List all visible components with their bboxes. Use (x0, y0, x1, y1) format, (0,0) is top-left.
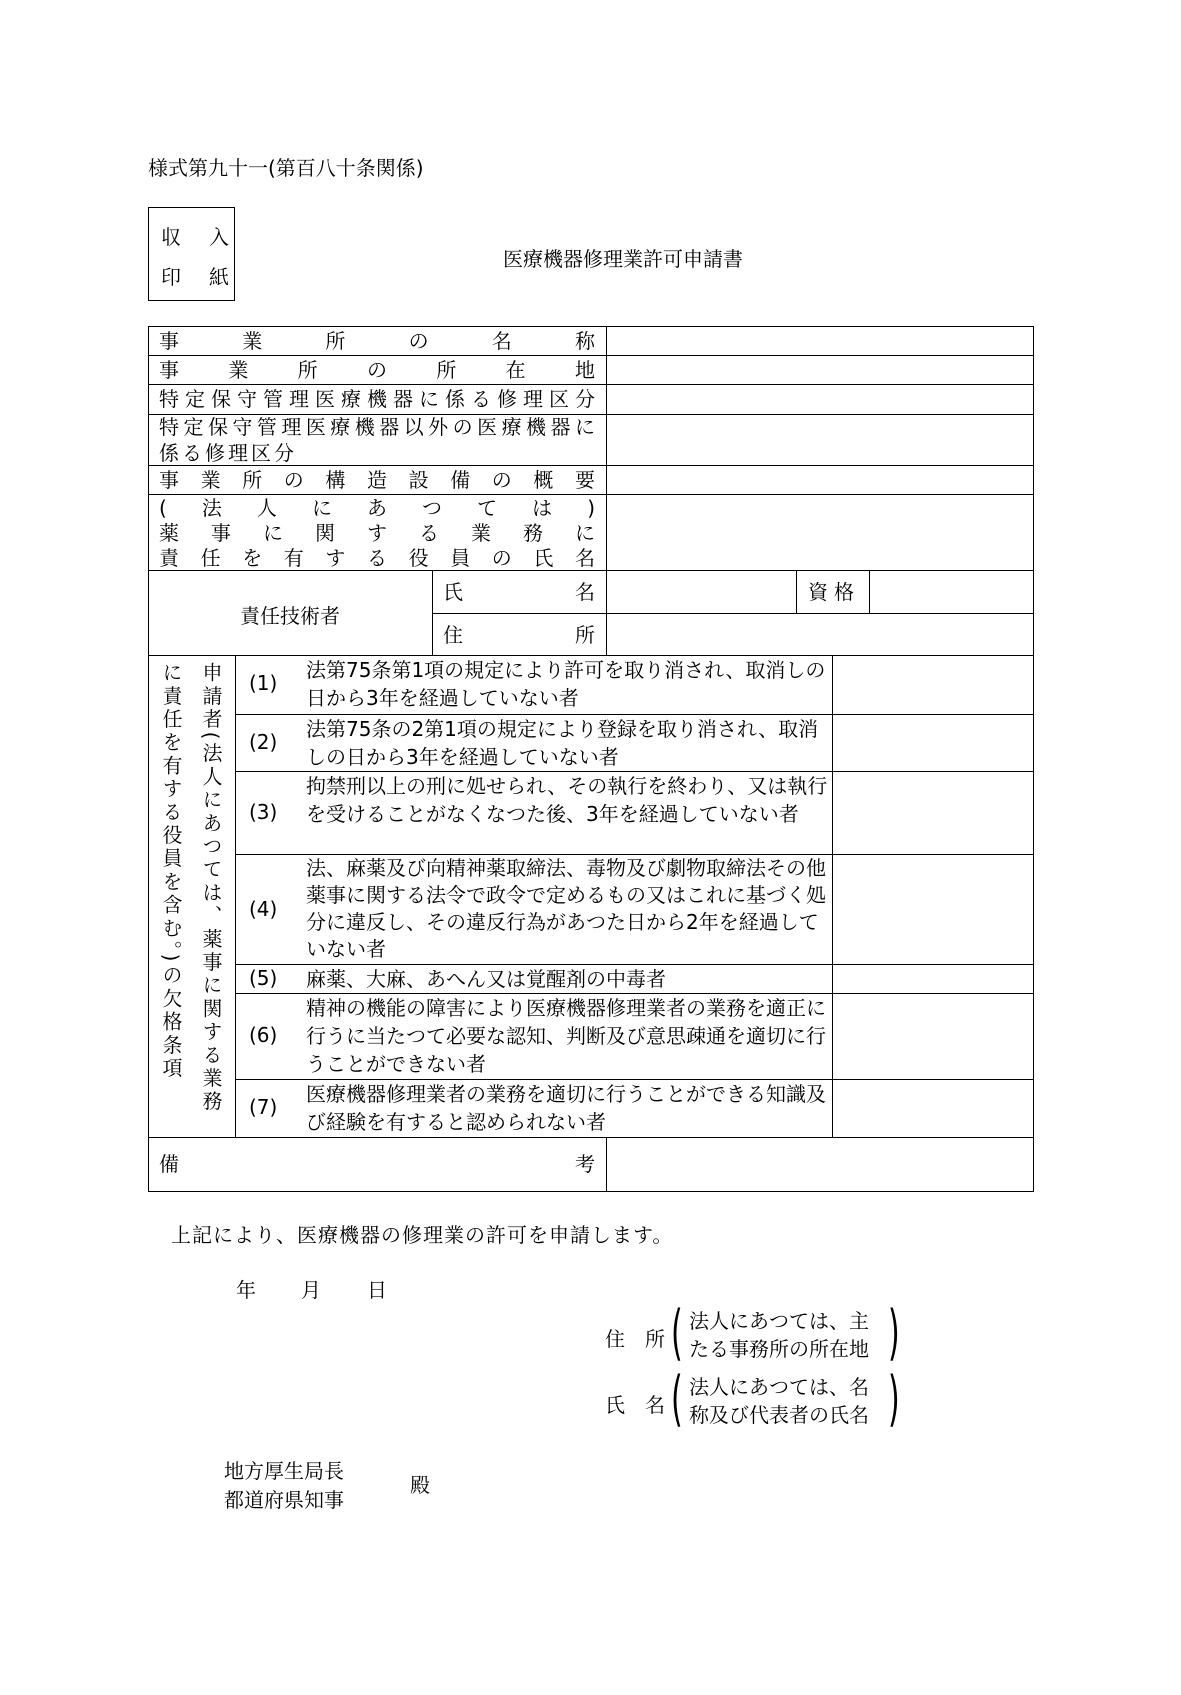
label-technician-address: 住所 (443, 623, 595, 647)
item-text: 麻薬、大麻、あへん又は覚醒剤の中毒者 (306, 967, 666, 991)
item-number: (7) (249, 1095, 278, 1119)
name-note-1: 法人にあつては、名 (689, 1375, 869, 1399)
date-day: 日 (367, 1278, 387, 1302)
label-office-location: 事業所の所在地 (159, 358, 595, 382)
label-technician-name: 氏名 (443, 580, 595, 604)
label-other-repair-class-1: 特定保守管理医療機器以外の医療機器に (159, 415, 595, 439)
name-note-2: 称及び代表者の氏名 (689, 1403, 869, 1427)
item-number: (4) (249, 897, 278, 921)
item-text: 精神の機能の障害により医療機器修理業者の業務を適正に行うに当たつて必要な認知、判断及び意思疎通を適切に行うことができない者 (306, 996, 826, 1076)
stamp-line1: 収 入 (161, 225, 233, 249)
address-label: 住 所 (605, 1327, 665, 1351)
application-statement: 上記により、医療機器の修理業の許可を申請します。 (171, 1223, 674, 1247)
stamp-line2: 印 紙 (161, 265, 233, 289)
item-text: 法第75条第1項の規定により許可を取り消され、取消しの日から3年を経過していない者 (306, 658, 826, 710)
label-qualification: 資格 (808, 580, 860, 604)
label-officer-3: 責任を有する役員の氏名 (159, 546, 595, 570)
item-number: (5) (249, 966, 278, 990)
name-label: 氏 名 (605, 1393, 665, 1417)
recipient-line2: 都道府県知事 (224, 1488, 344, 1512)
address-note-2: たる事務所の所在地 (689, 1337, 869, 1361)
item-number: (3) (249, 800, 278, 824)
label-disqualification-heading: 申請者(法人にあつては、薬事に関する業務に責任を有する役員を含む。)の欠格条項 (159, 662, 223, 1114)
recipient-honorific: 殿 (410, 1473, 430, 1497)
item-text: 法第75条の2第1項の規定により登録を取り消され、取消しの日から3年を経過していない者 (306, 717, 819, 769)
date-month: 月 (301, 1278, 321, 1302)
form-title: 医療機器修理業許可申請書 (503, 247, 743, 271)
label-specified-repair-class: 特定保守管理医療機器に係る修理区分 (159, 387, 595, 411)
recipient-line1: 地方厚生局長 (224, 1459, 344, 1483)
date-year: 年 (236, 1278, 256, 1302)
label-office-name: 事業所の名称 (159, 329, 595, 353)
form-number: 様式第九十一(第百八十条関係) (148, 156, 424, 180)
item-text: 拘禁刑以上の刑に処せられ、その執行を終わり、又は執行を受けることがなくなつた後、3年を経過していない者 (306, 774, 828, 826)
item-number: (1) (249, 671, 278, 695)
qualification-field[interactable] (873, 575, 1031, 611)
item-number: (2) (249, 730, 278, 754)
label-other-repair-class-2: 係る修理区分 (159, 441, 297, 465)
open-paren: ( (671, 1299, 683, 1369)
item-number: (6) (249, 1023, 278, 1047)
remarks-field[interactable] (610, 1140, 1030, 1188)
revenue-stamp-box (148, 207, 235, 301)
label-officer-1: (法人にあつては) (159, 496, 595, 520)
close-paren: ) (888, 1365, 900, 1435)
label-remarks: 備考 (159, 1152, 595, 1176)
close-paren: ) (888, 1299, 900, 1369)
item-text: 法、麻薬及び向精神薬取締法、毒物及び劇物取締法その他薬事に関する法令で政令で定めるもの又はこれに基づく処分に違反し、その違反行為があつた日から2年を経過していない者 (306, 856, 826, 961)
label-facility-overview: 事業所の構造設備の概要 (159, 468, 595, 492)
label-technician: 責任技術者 (240, 604, 340, 628)
address-note-1: 法人にあつては、主 (689, 1309, 869, 1333)
open-paren: ( (671, 1365, 683, 1435)
item-text: 医療機器修理業者の業務を適切に行うことができる知識及び経験を有すると認められない者 (306, 1082, 826, 1134)
label-officer-2: 薬事に関する業務に (159, 521, 595, 545)
technician-name-field[interactable] (610, 575, 792, 611)
